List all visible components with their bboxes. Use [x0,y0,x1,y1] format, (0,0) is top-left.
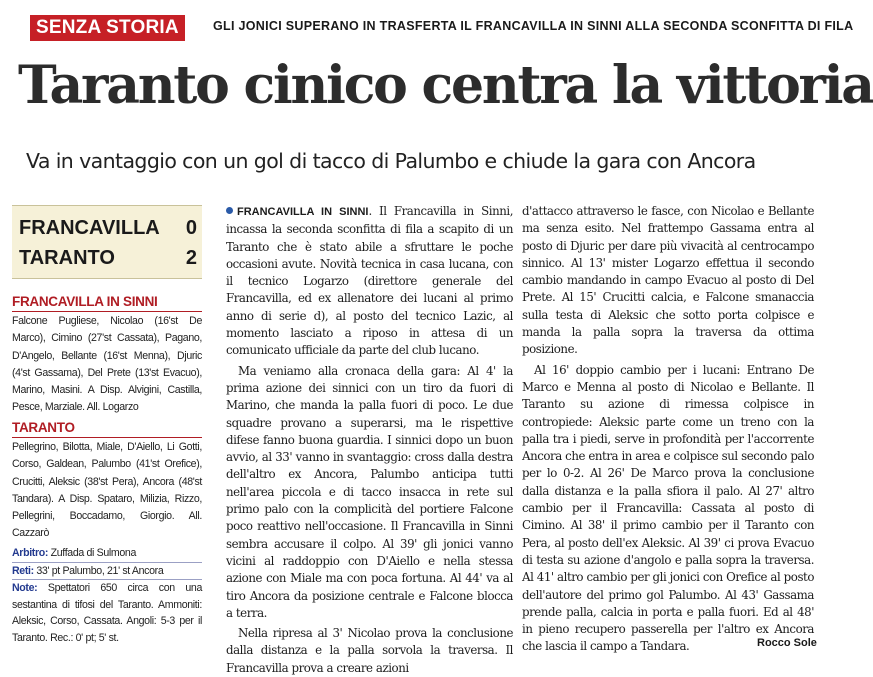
away-team-name: TARANTO [19,247,115,269]
away-lineup-title: TARANTO [12,420,202,438]
byline: Rocco Sole [757,637,817,649]
home-team-name: FRANCAVILLA [19,217,160,239]
article-paragraph [226,203,513,360]
subheadline: Va in vantaggio con un gol di tacco di Palumbo e chiude la gara con Ancora [26,149,756,173]
dateline: FRANCAVILLA IN SINNI [237,206,369,218]
bullet-icon [226,207,233,214]
referee-value: Zuffada di Sulmona [50,547,137,559]
goals-value: 33' pt Palumbo, 21' st Ancora [36,564,164,577]
kicker-line: GLI JONICI SUPERANO IN TRASFERTA IL FRANCAVILLA IN SINNI ALLA SECONDA SCONFITTA DI FILA [213,19,854,33]
notes-label: Note: [12,582,38,595]
article-column-2 [522,203,814,656]
headline: Taranto cinico centra la vittoria [18,55,873,116]
article-paragraph: d'attacco attraverso le fasce, con Nicolao e Bellante ma senza esito. Nel frattempo Gassama entra al posto di Djuric per dare più vivacità al centrocampo sinnico. Al 13' mister Logarzo effettua il secondo cambio mandando in campo Evacuo al posto di Del Prete. Al 15' Crucitti calcia, e Falcone smanaccia sulla testa di Aleksic che sotto porta colpisce e manda la palla sopra la traversa da ottima posizione. [522,204,814,357]
goals-line [12,563,202,581]
paragraph-text: . Il Francavilla in Sinni, incassa la seconda sconfitta di fila a scapito di un Taranto che è stato abile a sfruttare le poche occasioni avute. Novità tecnica in casa lucana, con il tecnico Logarzo (direttore generale del Francavilla, ed ex allenatore dei lucani al primo anno di serie d), al posto del tecnico Lazic, al momento lasciato a riposo in attesa di un comunicato ufficiale da parte del club lucano. [226,204,513,358]
article-column-1 [226,203,513,677]
article-paragraph: Al 16' doppio cambio per i lucani: Entrano De Marco e Menna al posto di Nicolao e Bellante. Il Taranto su azione di rimessa colpisce in contropiede: Aleksic parte come un treno con la palla tra i piedi, serve in profondità per l'accorrente Ancora che entra in area e colpisce sul secondo palo per lo 0-2. Al 26' De Marco prova la conclusione dalla distanza e la palla sfiora il palo. Al 27' altro cambio per il Francavilla: Cassata al posto di Cimino. Al 38' il primo cambio per il Taranto con Pera, al posto dell'ex Aleksic. Al 39' ci prova Evacuo di testa su azione d'angolo e palla sopra la traversa. Al 41' altro cambio per gli jonici con Orefice al posto dell'autore del primo gol Palumbo. Al 43' Gassama prende palla, calcia in porta e palla fuori. Ed al 48' in pieno recupero passerella per l'altro ex Ancora che lascia il campo a Tandara. [522,362,814,654]
section-tag: SENZA STORIA [30,15,185,41]
score-row-home [19,213,197,243]
header-strip [0,0,854,44]
score-row-away [19,243,197,273]
match-facts [12,545,202,647]
goals-label: Reti: [12,564,34,577]
home-lineup-title: FRANCAVILLA IN SINNI [12,294,202,312]
scoreboard [12,205,202,279]
away-team-goals: 2 [185,247,197,269]
home-team-goals: 0 [185,217,197,239]
article-paragraph: Nella ripresa al 3' Nicolao prova la conclusione dalla distanza e la palla sorvola la traversa. Il Francavilla prova a creare azioni [226,626,513,675]
notes-value: Spettatori 650 circa con una sestantina di tifosi del Taranto. Ammoniti: Aleksic, Corso, Cassata. Angoli: 5-3 per il Taranto. Rec.: 0' pt; 5' st. [12,582,202,644]
away-lineup-text: Pellegrino, Bilotta, Miale, D'Aiello, Li Gotti, Corso, Galdean, Palumbo (41'st Orefice), Crucitti, Aleksic (38'st Pera), Ancora (48'st Tandara). A Disp. Spataro, Milizia, Rizzo, Pellegrini, Boccadamo, Giorgio. All. Cazzarò [12,441,202,540]
article-paragraph: Ma veniamo alla cronaca della gara: Al 4' la prima azione dei sinnici con un tiro da fuori di Marino, che manda la palla fuori di poco. Le due squadre provano a superarsi, ma le rispettive difese fanno buona guardia. I sinnici dopo un buon avvio, al 33' vanno in svantaggio: cross dalla destra dell'altro ex Ancora, Palumbo anticipa tutti nell'area piccola e di tacco insacca in rete sul primo palo con la complicità del portiere Falcone poco reattivo nell'occasione. Il Francavilla in Sinni sembra accusare il colpo. Al 39' gli jonici vanno vicini al raddoppio con D'Aiello e nella stessa azione con Miale ma con poca fortuna. Al 44' va al tiro Ancora da posizione centrale e Falcone blocca a terra. [226,363,513,620]
notes-line [12,580,202,646]
home-lineup-text: Falcone Pugliese, Nicolao (16'st De Marco), Cimino (27'st Cassata), Pagano, D'Angelo, Bellante (16'st Menna), Djuric (4'st Gassama), Del Prete (13'st Evacuo), Marino, Masini. A Disp. Alvigini, Castilla, Pesce, Marziale. All. Logarzo [12,315,202,414]
referee-label: Arbitro: [12,547,49,559]
referee-line [12,545,202,563]
